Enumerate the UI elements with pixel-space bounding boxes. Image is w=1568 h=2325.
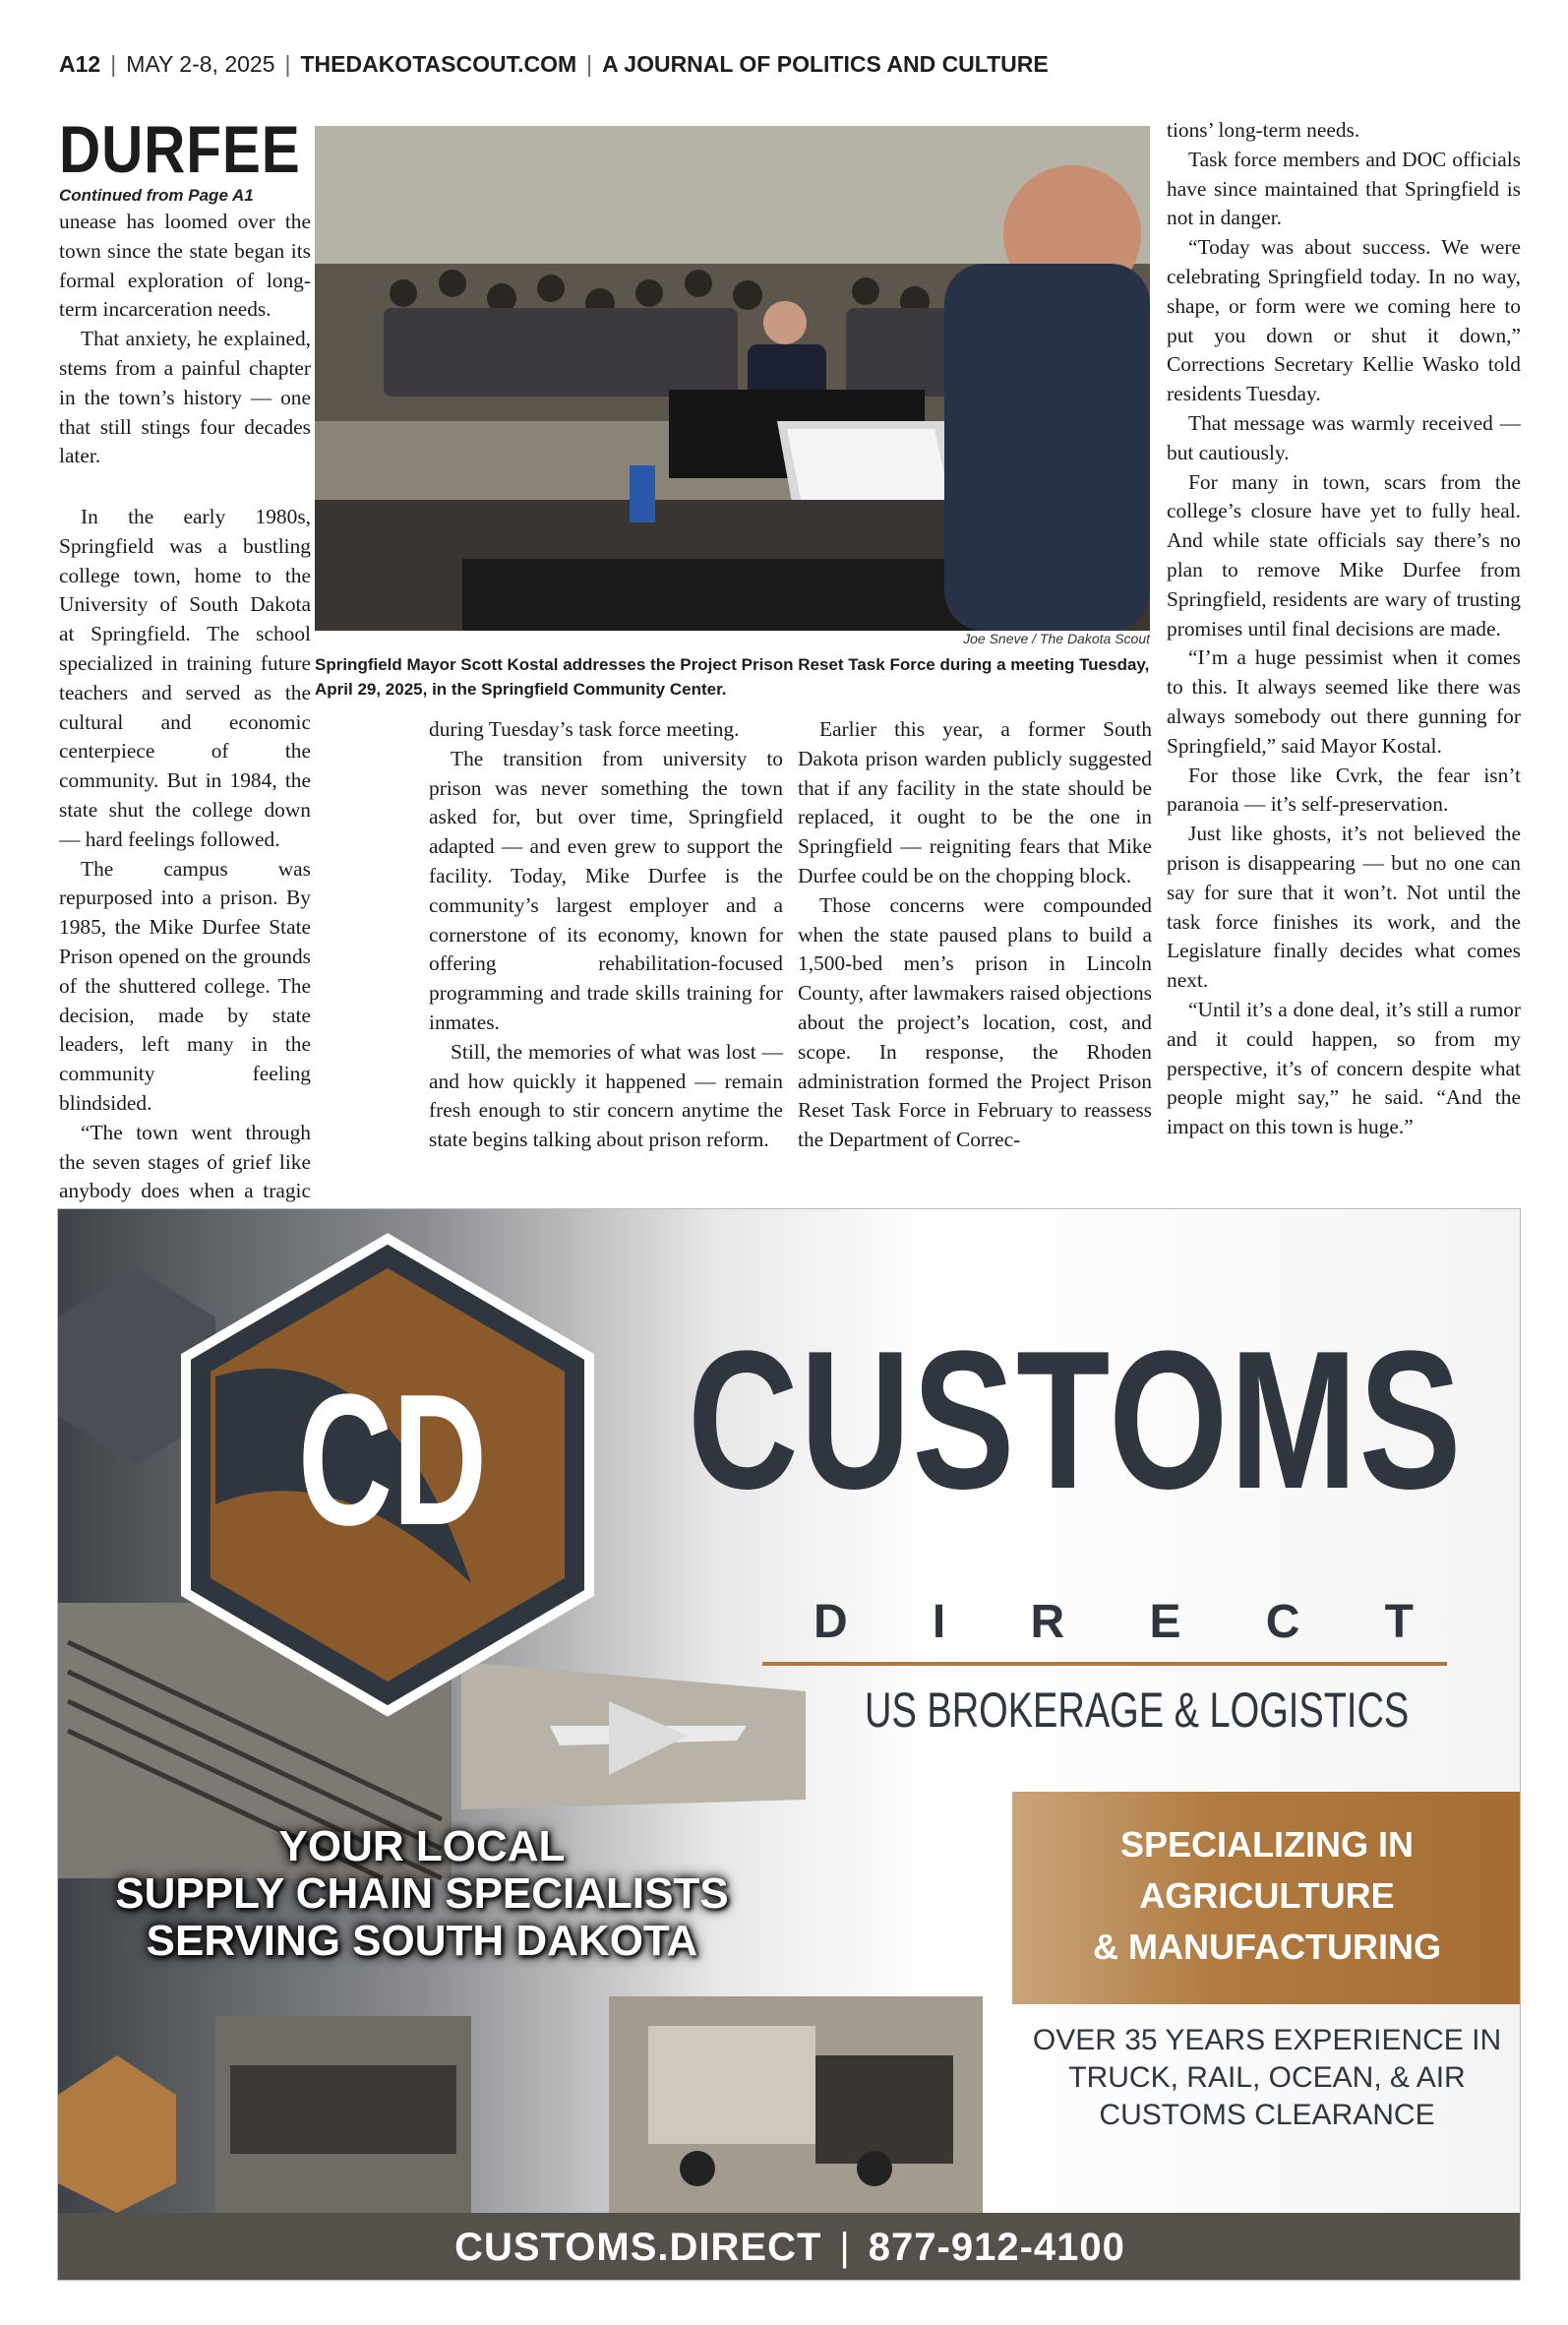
ad-contact-bar: CUSTOMS.DIRECT | 877-912-4100 xyxy=(58,2213,1521,2281)
paragraph: That message was warmly received — but cautiously. xyxy=(1167,410,1521,464)
experience-line: OVER 35 YEARS EXPERIENCE IN xyxy=(1032,2024,1502,2056)
paragraph: For those like Cvrk, the fear isn’t paranoia — it’s self-preservation. xyxy=(1167,763,1521,817)
paragraph: Task force members and DOC officials have since maintained that Springfield is not in danger. xyxy=(1167,147,1521,230)
ad-website-link[interactable]: CUSTOMS.DIRECT xyxy=(454,2226,822,2269)
experience-line: TRUCK, RAIL, OCEAN, & AIR xyxy=(1068,2061,1466,2094)
direct-letter: I xyxy=(932,1596,946,1648)
paragraph: “Until it’s a done deal, it’s still a rumor and it could happen, so from my perspective, it’s of concern despite what people might say,” he said. “And the impact on this town is huge.” xyxy=(1167,997,1521,1139)
paragraph: unease has loomed over the town since the state began its formal exploration of long-term incarceration needs. xyxy=(59,210,311,322)
ad-subtitle: US BROKERAGE & LOGISTICS xyxy=(865,1683,1410,1738)
page-folio: A12 | MAY 2-8, 2025 | THEDAKOTASCOUT.COM | A JOURNAL OF POLITICS AND CULTURE xyxy=(59,51,1049,77)
ad-brand-direct xyxy=(814,1595,1414,1649)
tagline-line: SUPPLY CHAIN SPECIALISTS xyxy=(115,1869,729,1918)
continued-line: Continued from Page A1 xyxy=(59,186,254,205)
issue-date: MAY 2-8, 2025 xyxy=(126,51,275,77)
paragraph: Still, the memories of what was lost — and how quickly it happened — remain fresh enough to stir concern anytime the state begins talking about prison reform. xyxy=(429,1039,783,1152)
article-column-4 xyxy=(1167,116,1521,1142)
paragraph: “I’m a huge pessimist when it comes to this. It always seemed like there was always somebody out there gunning for Springfield,” said Mayor Kostal. xyxy=(1167,645,1521,758)
paragraph: Those concerns were compounded when the state paused plans to build a 1,500-bed men’s prison in Lincoln County, after lawmakers raised objections about the project’s location, cost, and scope. In response, the Rhoden administration formed the Project Prison Reset Task Force in February to reassess the Department of Correc- xyxy=(798,892,1152,1152)
paragraph: Earlier this year, a former South Dakota prison warden publicly suggested that if any facility in the state should be replaced, it ought to be the one in Springfield — reigniting fears that Mike Durfee could be on the chopping block. xyxy=(798,717,1152,887)
paragraph: For many in town, scars from the college’s closure have yet to fully heal. And while state officials say there’s no plan to remove Mike Durfee from Springfield, residents are wary of trusting promises until final decisions are made. xyxy=(1167,469,1521,641)
experience-line: CUSTOMS CLEARANCE xyxy=(1099,2099,1435,2131)
article-column-3 xyxy=(798,715,1152,1155)
ad-experience-text xyxy=(1012,2022,1521,2134)
site-link[interactable]: THEDAKOTASCOUT.COM xyxy=(300,51,577,77)
tagline: A JOURNAL OF POLITICS AND CULTURE xyxy=(602,51,1049,77)
ad-local-tagline xyxy=(78,1823,766,1965)
ad-specializing-text xyxy=(1012,1819,1521,1973)
paragraph: during Tuesday’s task force meeting. xyxy=(429,717,740,741)
article-column-2 xyxy=(429,715,783,1155)
paragraph: In the early 1980s, Springfield was a bustling college town, home to the University of South Dakota at Springfield. The school specialized in training future teachers and served as the cultural and economic centerpiece of the community. But in 1984, the state shut the college down — hard feelings followed. xyxy=(59,505,311,851)
page-number: A12 xyxy=(59,51,101,77)
ad-phone-link[interactable]: 877-912-4100 xyxy=(868,2226,1125,2269)
direct-letter: C xyxy=(1265,1596,1300,1648)
paragraph: Just like ghosts, it’s not believed the prison is disappearing — but no one can say for sure that it won’t. Not until the task force finishes its work, and the Legislature finally decides what comes next. xyxy=(1167,822,1521,993)
paragraph: tions’ long-term needs. xyxy=(1167,118,1360,142)
paragraph: The campus was repurposed into a prison. By 1985, the Mike Durfee State Prison opened on the grounds of the shuttered college. The decision, made by state leaders, left many in the community feeling blindsided. xyxy=(59,856,311,1115)
paragraph: “The town went through the seven stages of grief like anybody does when a tragic xyxy=(59,1120,311,1203)
direct-letter: E xyxy=(1149,1596,1181,1648)
tagline-line: YOUR LOCAL xyxy=(278,1822,566,1870)
paragraph: That anxiety, he explained, stems from a painful chapter in the town’s history — one that still stings four decades later. xyxy=(59,327,311,468)
article-photo xyxy=(315,126,1150,631)
ad-brand-title: CUSTOMS xyxy=(688,1311,1464,1530)
paragraph: “Today was about success. We were celebrating Springfield today. In no way, shape, or form were we coming here to put you down or shut it down,” Corrections Secretary Kellie Wasko told residents Tuesday. xyxy=(1167,235,1521,406)
specializing-line: & MANUFACTURING xyxy=(1093,1927,1441,1967)
specializing-line: SPECIALIZING IN xyxy=(1119,1824,1415,1865)
photo-caption: Springfield Mayor Scott Kostal addresses the Project Prison Reset Task Force during a meeting Tuesday, April 29, 2025, in the Springfield Community Center. xyxy=(315,655,1150,699)
tagline-line: SERVING SOUTH DAKOTA xyxy=(146,1917,698,1965)
photo-credit: Joe Sneve / The Dakota Scout xyxy=(963,631,1150,646)
specializing-line: AGRICULTURE xyxy=(1139,1875,1395,1916)
ad-logo-monogram: CD xyxy=(297,1356,488,1564)
paragraph: The transition from university to prison was never something the town asked for, but over time, Springfield adapted — and even grew to support the facility. Today, Mike Durfee is the community’s largest employer and a cornerstone of its economy, known for offering rehabilitation-focused programming and trade skills training for inmates. xyxy=(429,746,783,1034)
direct-letter: R xyxy=(1030,1596,1065,1648)
ad-divider xyxy=(762,1662,1447,1666)
direct-letter: T xyxy=(1384,1596,1414,1648)
story-kicker: DURFEE xyxy=(59,112,301,187)
customs-direct-ad[interactable] xyxy=(57,1208,1521,2281)
direct-letter: D xyxy=(814,1596,848,1648)
